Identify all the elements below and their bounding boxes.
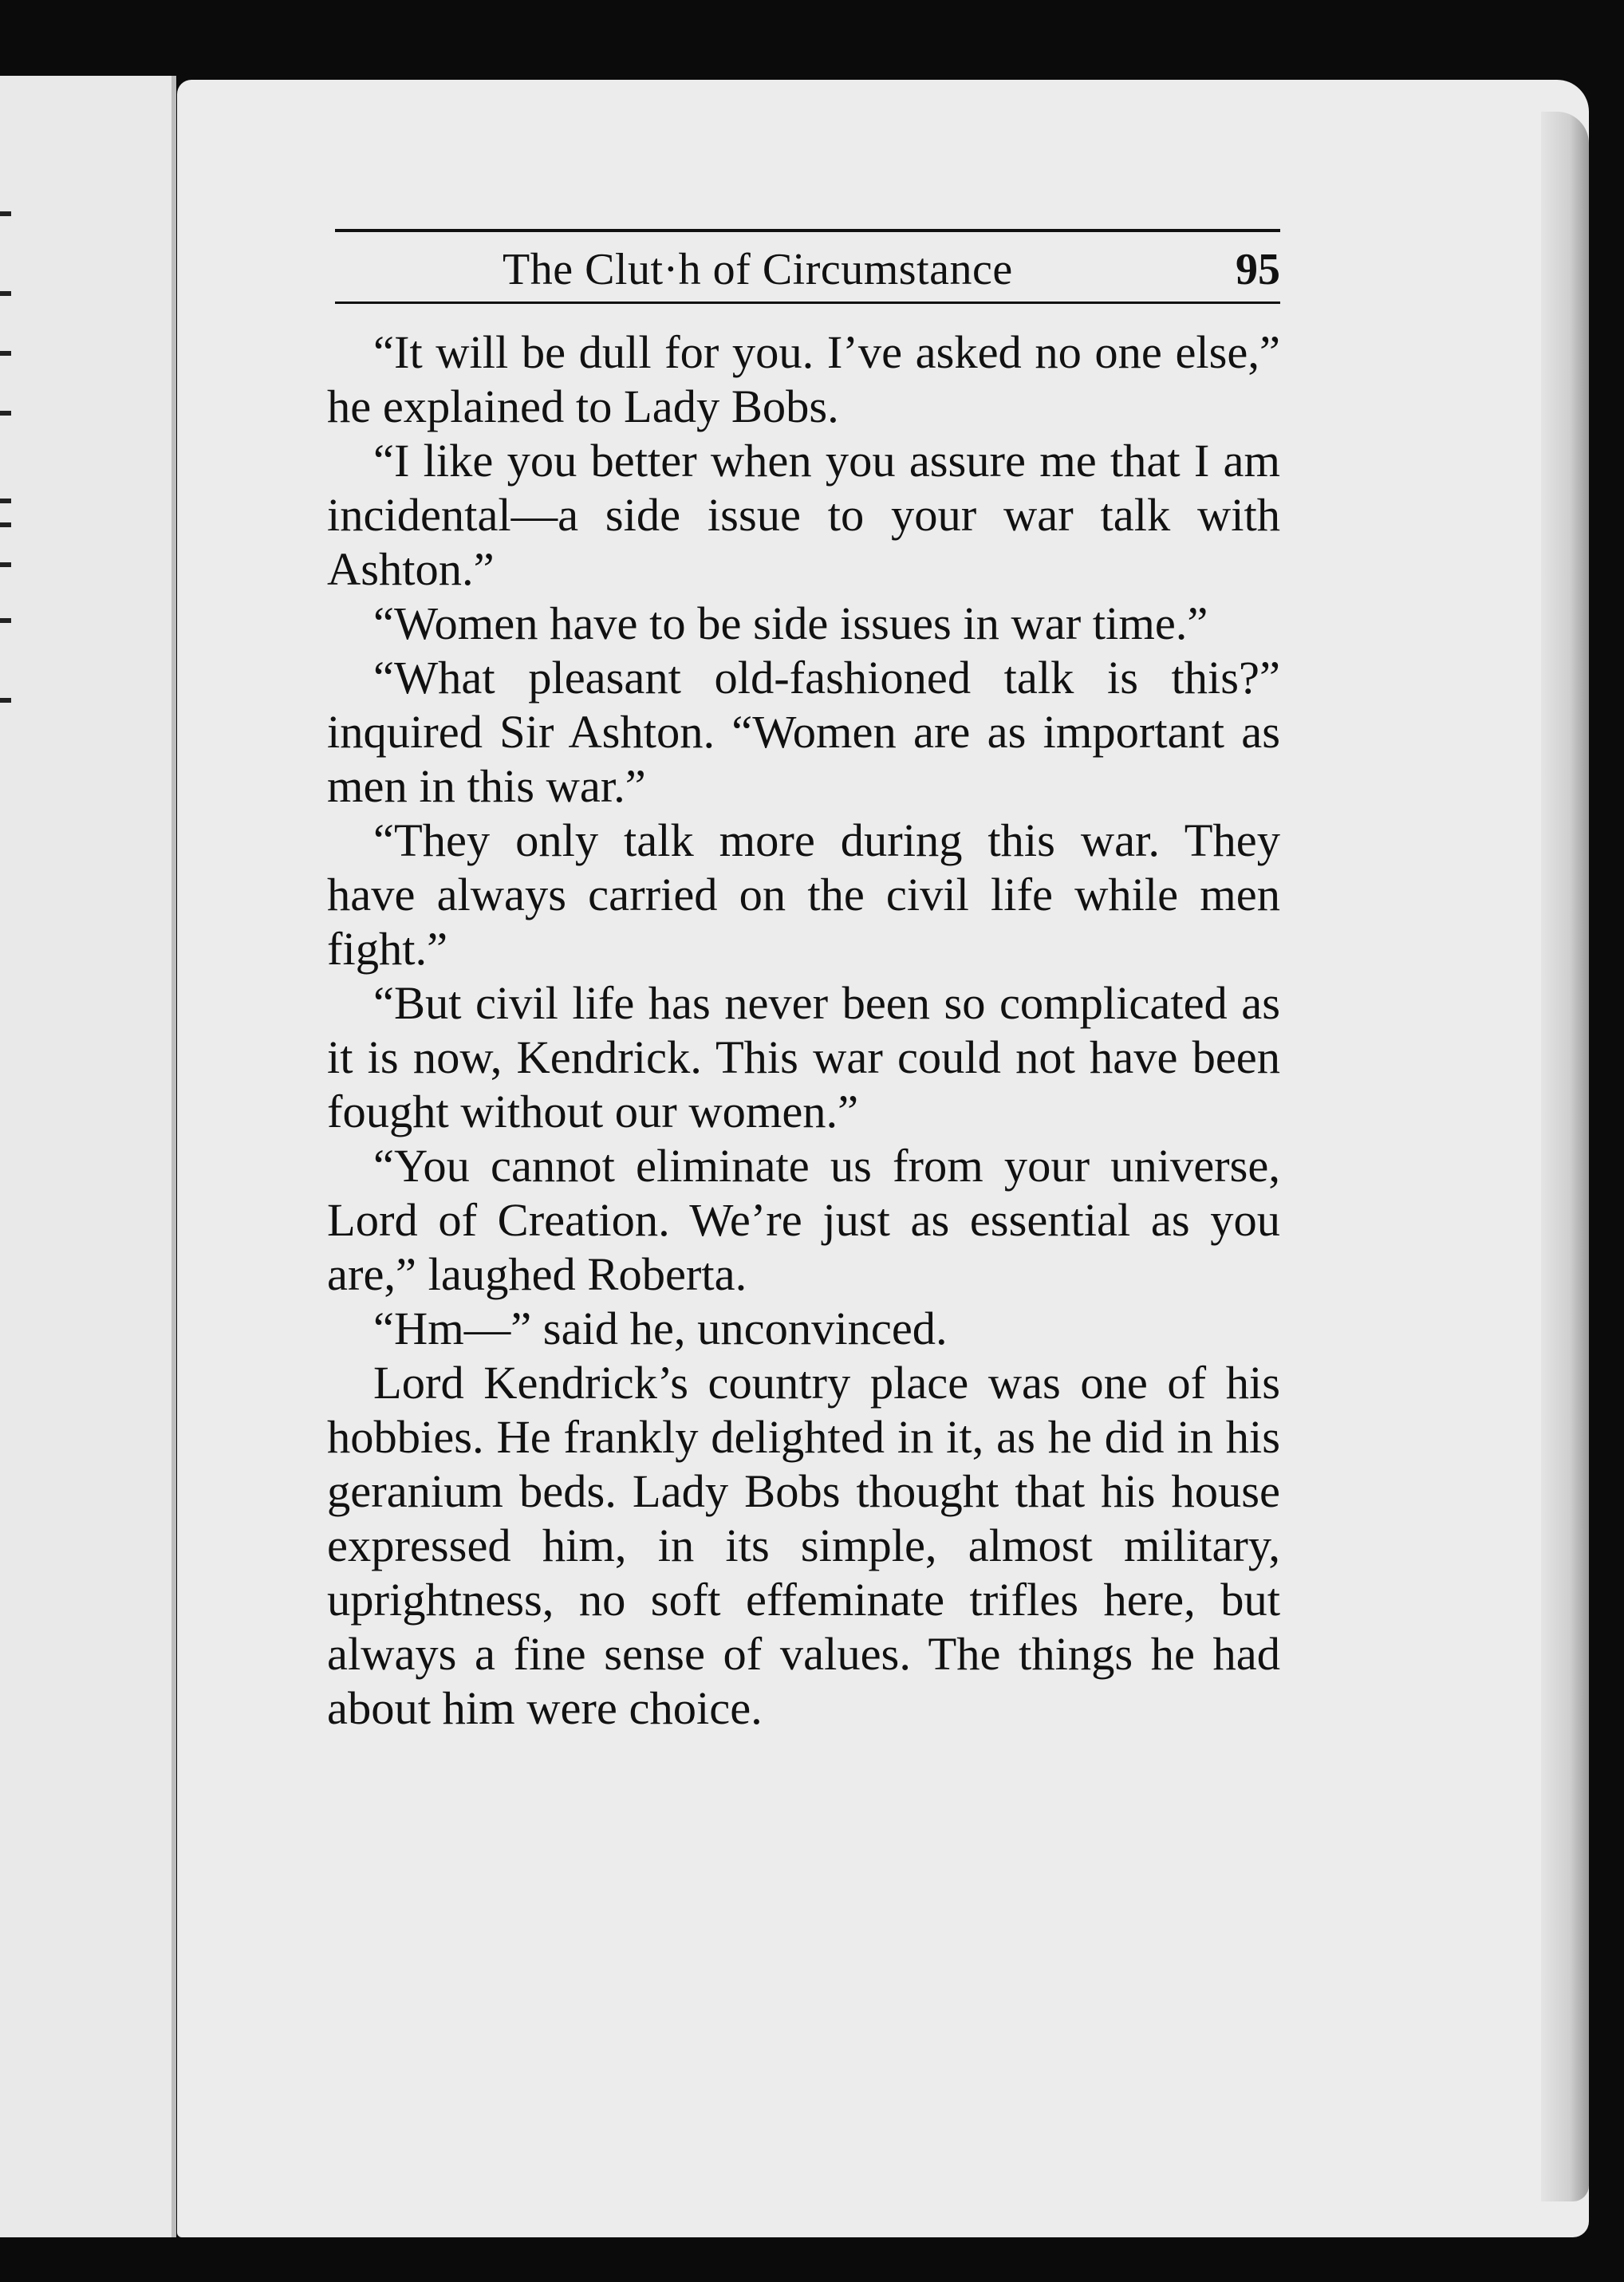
page-edge-mark bbox=[0, 291, 11, 296]
page-edge-mark bbox=[0, 562, 11, 567]
page-edge-mark bbox=[0, 522, 11, 527]
paragraph: “You cannot eliminate us from your universe, Lord of Creation. We’re just as essential as you are,” laughed Roberta. bbox=[327, 1140, 1280, 1300]
body-text bbox=[327, 325, 1280, 1736]
previous-page-edge bbox=[0, 76, 176, 2237]
paragraph: “They only talk more during this war. They have always carried on the civil life while men fight.” bbox=[327, 814, 1280, 975]
paragraph: “It will be dull for you. I’ve asked no one else,” he explained to Lady Bobs. bbox=[327, 326, 1280, 432]
page-edge-mark bbox=[0, 499, 11, 503]
paragraph: “What pleasant old-fashioned talk is this?” inquired Sir Ashton. “Women are as important as men in this war.” bbox=[327, 652, 1280, 812]
paragraph: “But civil life has never been so complicated as it is now, Kendrick. This war could not have been fought without our women.” bbox=[327, 977, 1280, 1137]
page-edge-mark bbox=[0, 411, 11, 416]
page-number: 95 bbox=[1236, 245, 1280, 294]
page-edge-mark bbox=[0, 618, 11, 623]
header-rule-bottom bbox=[335, 302, 1280, 304]
paragraph: “I like you better when you assure me that I am incidental—a side issue to your war talk with Ashton.” bbox=[327, 435, 1280, 595]
paragraph: Lord Kendrick’s country place was one of his hobbies. He frankly delighted in it, as he did in his geranium beds. Lady Bobs thought that his house expressed him, in its simple, almost military, uprightness, no soft effeminate trifles here, but always a fine sense of values. The things he had about him were choice. bbox=[327, 1357, 1280, 1734]
page-edge-mark bbox=[0, 211, 11, 216]
header-rule-top bbox=[335, 229, 1280, 232]
running-head bbox=[335, 242, 1280, 298]
page-edge-mark bbox=[0, 351, 11, 356]
paragraph: “Hm—” said he, unconvinced. bbox=[373, 1303, 948, 1354]
page-edge-shadow bbox=[1541, 112, 1589, 2201]
page-edge-mark bbox=[0, 698, 11, 703]
paragraph: “Women have to be side issues in war time.” bbox=[373, 597, 1208, 649]
running-title: The Clut·h of Circumstance bbox=[503, 245, 1013, 294]
